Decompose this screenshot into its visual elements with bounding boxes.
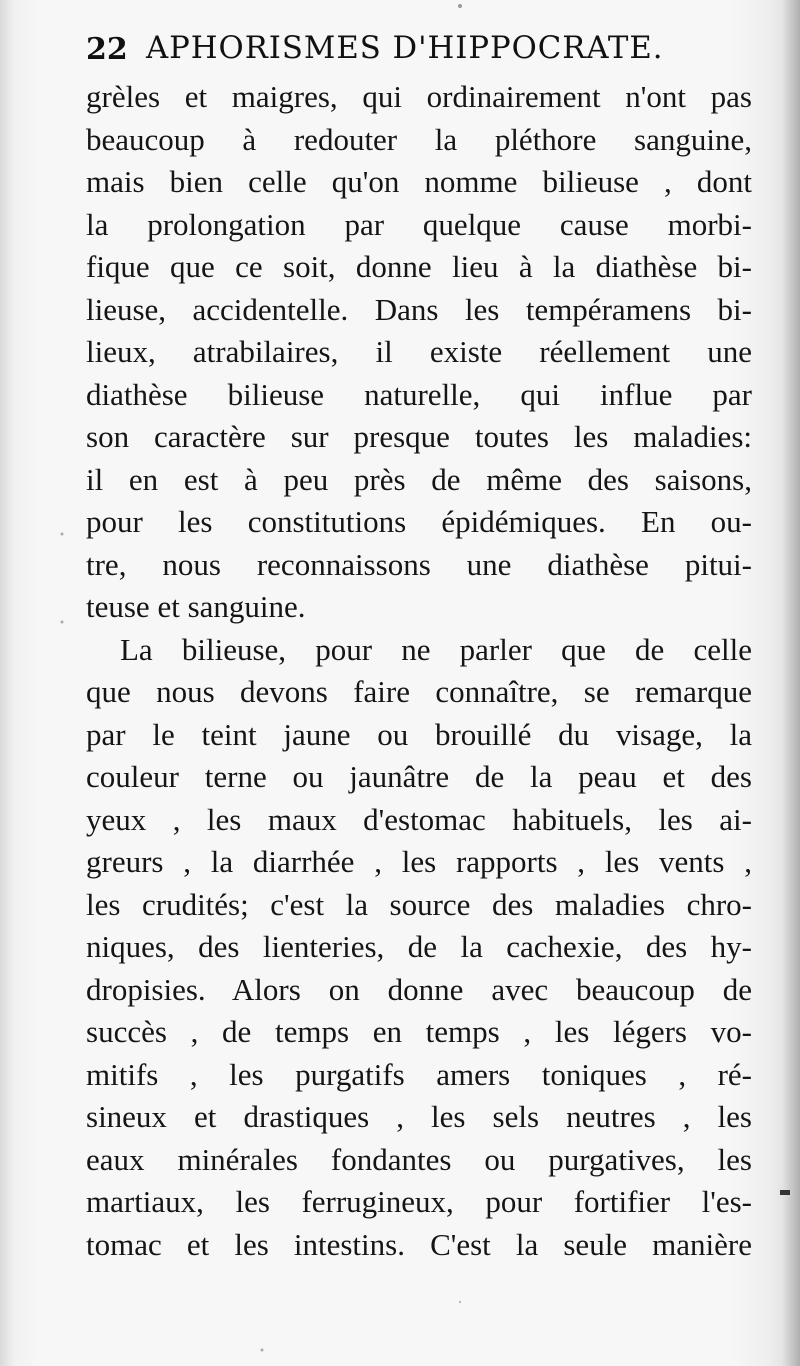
text-line: fique que ce soit, donne lieu à la diathèse bi- [86, 249, 752, 284]
text-line: grèles et maigres, qui ordinairement n'ont pas [86, 79, 752, 114]
text-line: la prolongation par quelque cause morbi- [86, 206, 752, 242]
text-line: teuse et sanguine. [86, 589, 306, 624]
text-line: lieux, atrabilaires, il existe réellement une [86, 334, 752, 369]
paragraph-2 [86, 629, 758, 1267]
text-line: succès , de temps en temps , les légers vo- [86, 1014, 752, 1049]
text-line: martiaux, les ferrugineux, pour fortifier l'es- [86, 1184, 752, 1219]
text-line: greurs , la diarrhée , les rapports , les vents , [86, 844, 752, 879]
text-line: couleur terne ou jaunâtre de la peau et des [86, 759, 752, 794]
text-line: mais bien celle qu'on nomme bilieuse , dont [86, 164, 752, 199]
text-line: beaucoup à redouter la pléthore sanguine, [86, 121, 752, 157]
body-text [86, 76, 758, 1266]
text-line: tre, nous reconnaissons une diathèse pitui- [86, 546, 752, 582]
page-edge-shadow [782, 0, 800, 1366]
text-line: diathèse bilieuse naturelle, qui influe par [86, 376, 752, 412]
text-line: La bilieuse, pour ne parler que de celle [120, 631, 752, 667]
text-line: pour les constitutions épidémiques. En ou- [86, 504, 752, 539]
text-line: niques, des lienteries, de la cachexie, des hy- [86, 929, 752, 964]
text-line: que nous devons faire connaître, se remarque [86, 674, 752, 709]
page-number: 22 [86, 32, 128, 67]
paragraph-1 [86, 76, 758, 629]
text-line: il en est à peu près de même des saisons, [86, 461, 752, 497]
text-line: yeux , les maux d'estomac habituels, les ai- [86, 801, 752, 837]
text-line: les crudités; c'est la source des maladies chro- [86, 886, 752, 922]
text-line: sineux et drastiques , les sels neutres , les [86, 1099, 752, 1134]
text-line: eaux minérales fondantes ou purgatives, les [86, 1141, 752, 1177]
text-line: son caractère sur presque toutes les maladies: [86, 419, 752, 454]
text-line: mitifs , les purgatifs amers toniques , ré- [86, 1056, 752, 1092]
page-header [86, 28, 706, 72]
running-title: APHORISMES D'HIPPOCRATE. [146, 30, 664, 66]
text-line: tomac et les intestins. C'est la seule manière [86, 1226, 752, 1262]
text-line: dropisies. Alors on donne avec beaucoup de [86, 971, 752, 1007]
text-line: par le teint jaune ou brouillé du visage, la [86, 716, 752, 752]
text-line: lieuse, accidentelle. Dans les tempéramens bi- [86, 291, 752, 327]
